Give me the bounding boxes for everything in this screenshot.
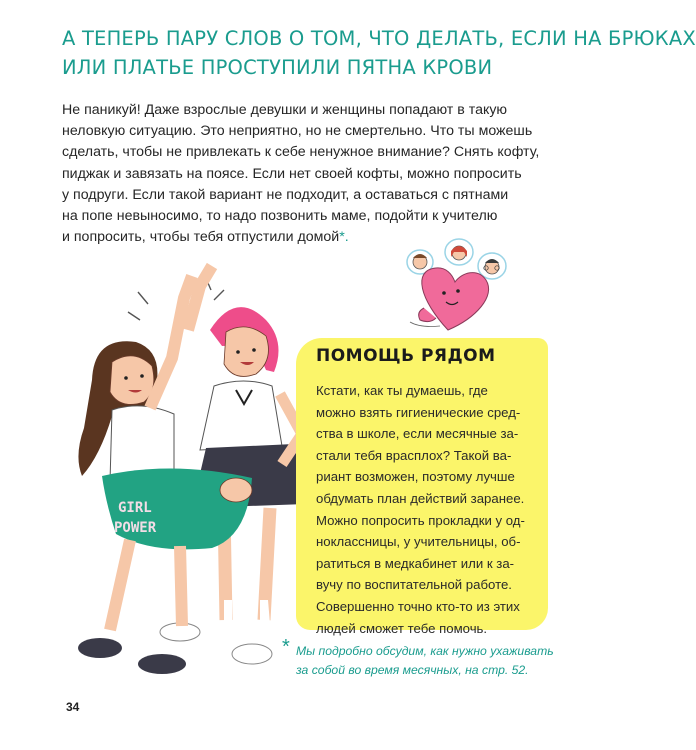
footnote-reference: *. (339, 229, 349, 246)
body-line: на попе невыносимо, то надо позвонить маме, подойти к учителю (62, 208, 498, 225)
callout-line: ратиться в медкабинет или к за- (316, 555, 515, 571)
body-line: пиджак и завязать на поясе. Если нет своей кофты, можно попросить (62, 165, 522, 182)
body-line: сделать, чтобы не привлекать к себе ненужное внимание? Снять кофту, (62, 144, 540, 161)
page-number: 34 (66, 700, 80, 714)
callout-line: стали тебя врасплох? Такой ва- (316, 447, 512, 463)
callout-line: можно взять гигиенические сред- (316, 404, 521, 420)
callout-line: Можно попросить прокладки у од- (316, 512, 525, 528)
skirt-text-girl: GIRL (118, 500, 152, 516)
callout-line: ноклассницы, у учительницы, об- (316, 534, 521, 550)
callout-line: людей сможет тебе помочь. (316, 620, 488, 636)
heart-character (410, 268, 489, 330)
heading-line-1: А ТЕПЕРЬ ПАРУ СЛОВ О ТОМ, ЧТО ДЕЛАТЬ, ЕСЛИ НА БРЮКАХ (62, 27, 696, 50)
body-line: у подруги. Если такой вариант не подходит, а оставаться с пятнами (62, 186, 509, 203)
body-line-text: и попросить, чтобы тебя отпустили домой (62, 229, 340, 246)
callout-text (316, 380, 546, 639)
callout-line: вучу по воспитательной работе. (316, 577, 512, 593)
footnote-line-1: Мы подробно обсудим, как нужно ухаживать (296, 644, 554, 658)
callout-line: ства в школе, если месячные за- (316, 426, 519, 442)
body-line: Не паникуй! Даже взрослые девушки и женщины попадают в такую (62, 102, 508, 118)
footnote-marker: * (282, 636, 290, 658)
heading-line-2: ИЛИ ПЛАТЬЕ ПРОСТУПИЛИ ПЯТНА КРОВИ (62, 56, 493, 79)
callout-line: Совершенно точно кто-то из этих (316, 598, 520, 614)
callout-line: обдумать план действий заранее. (316, 490, 525, 506)
girls-high-five (78, 266, 306, 674)
body-line: неловкую ситуацию. Это неприятно, но не смертельно. Что ты можешь (62, 123, 533, 140)
callout-title: ПОМОЩЬ РЯДОМ (316, 346, 496, 366)
footnote (282, 636, 582, 680)
callout-line: Кстати, как ты думаешь, где (316, 383, 488, 398)
callout-line: риант возможен, поэтому лучше (316, 469, 515, 485)
footnote-line-2: за собой во время месячных, на стр. 52. (296, 663, 529, 677)
skirt-text-power: POWER (114, 520, 157, 536)
